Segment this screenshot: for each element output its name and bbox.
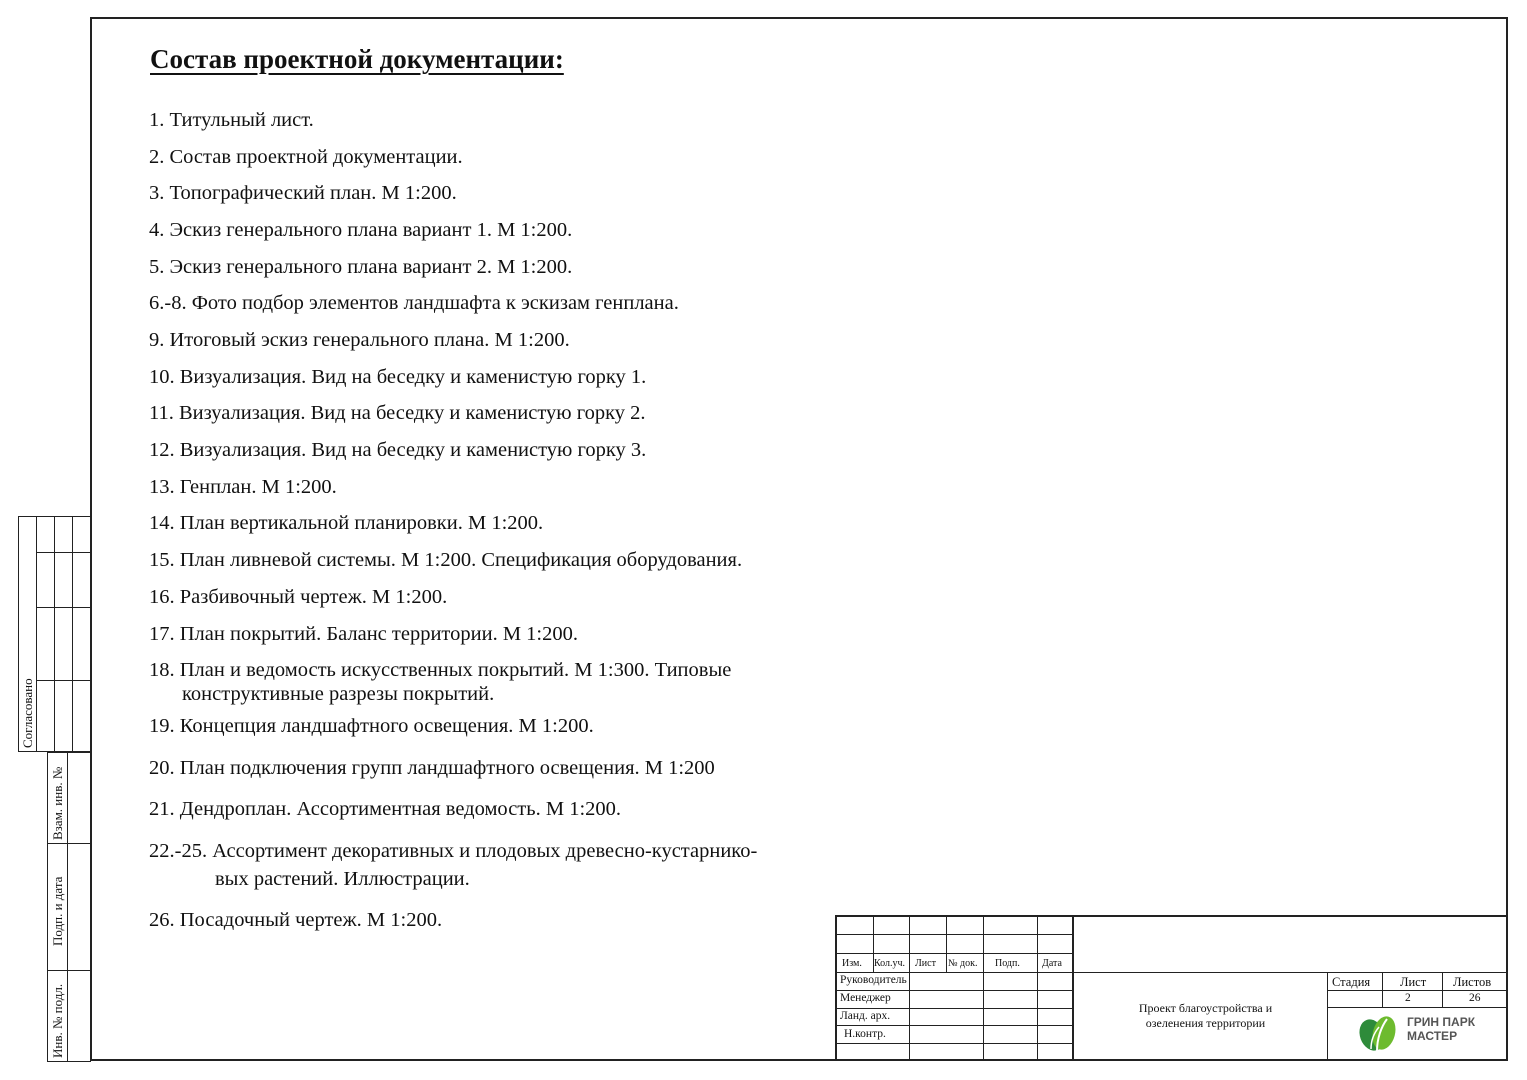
list-item: 6.-8. Фото подбор элементов ландшафта к эскизам генплана.	[149, 292, 679, 314]
list-item: 5. Эскиз генерального плана вариант 2. М 1:200.	[149, 256, 573, 278]
list-item: 19. Концепция ландшафтного освещения. М 1:200.	[149, 715, 594, 737]
list-item: 26. Посадочный чертеж. М 1:200.	[149, 909, 443, 931]
sheet-label: Лист	[1400, 975, 1427, 989]
list-item-continuation: конструктивные разрезы покрытий.	[182, 683, 495, 705]
grid-line	[1327, 972, 1328, 1061]
grid-line	[1382, 972, 1383, 1007]
grid-line	[1037, 917, 1038, 1061]
leaf-logo-icon	[1357, 1011, 1403, 1055]
role-rukovoditel: Руководитель	[840, 974, 907, 986]
list-item: 9. Итоговый эскиз генерального плана. М 1:200.	[149, 329, 570, 351]
list-item-line: 22.-25. Ассортимент декоративных и плодовых древесно-кустарнико-	[149, 840, 758, 862]
grid-line	[837, 1025, 1073, 1026]
stamp-divider	[47, 970, 91, 971]
header-podp: Подп.	[995, 958, 1020, 969]
grid-line	[837, 1043, 1073, 1044]
stamp-divider	[36, 607, 91, 608]
stamp-divider	[36, 680, 91, 681]
role-n-kontr: Н.контр.	[844, 1028, 886, 1040]
page-title: Состав проектной документации:	[150, 44, 564, 74]
stamp-divider	[67, 752, 68, 1062]
grid-line	[837, 953, 1073, 954]
header-n-dok: № док.	[948, 958, 978, 969]
grid-line	[837, 972, 1508, 973]
grid-line	[983, 917, 984, 1061]
stamp-divider	[47, 843, 91, 844]
list-item: 15. План ливневой системы. М 1:200. Спецификация оборудования.	[149, 549, 743, 571]
header-kol-uch: Кол.уч.	[874, 958, 906, 969]
title-block	[835, 915, 1508, 1061]
logo-line-2: МАСТЕР	[1407, 1029, 1458, 1043]
role-land-arch: Ланд. арх.	[840, 1010, 891, 1022]
list-item: 21. Дендроплан. Ассортиментная ведомость. М 1:200.	[149, 798, 622, 820]
list-item-multiline	[149, 658, 731, 706]
sheets-value: 26	[1469, 992, 1481, 1004]
podp-data-label: Подп. и дата	[50, 876, 65, 946]
grid-line	[946, 917, 947, 972]
header-data: Дата	[1042, 958, 1062, 969]
list-item: 13. Генплан. М 1:200.	[149, 476, 337, 498]
list-item: 14. План вертикальной планировки. М 1:200.	[149, 512, 544, 534]
list-item: 1. Титульный лист.	[149, 109, 314, 131]
vzam-inv-label: Взам. инв. №	[50, 766, 65, 840]
sheet-value: 2	[1405, 992, 1411, 1004]
logo-line-1: ГРИН ПАРК	[1407, 1015, 1476, 1029]
inv-podl-label: Инв. № подл.	[50, 983, 65, 1058]
sheets-label: Листов	[1453, 975, 1492, 989]
list-item-continuation: вых растений. Иллюстрации.	[215, 868, 470, 890]
list-item: 11. Визуализация. Вид на беседку и каменистую горку 2.	[149, 402, 646, 424]
list-item: 16. Разбивочный чертеж. М 1:200.	[149, 586, 448, 608]
list-item: 10. Визуализация. Вид на беседку и каменистую горку 1.	[149, 366, 647, 388]
role-menedzher: Менеджер	[840, 992, 891, 1004]
stage-label: Стадия	[1332, 975, 1371, 989]
list-item: 12. Визуализация. Вид на беседку и каменистую горку 3.	[149, 439, 647, 461]
list-item: 17. План покрытий. Баланс территории. М 1:200.	[149, 623, 578, 645]
company-logo	[1357, 1011, 1497, 1055]
stamp-divider	[36, 552, 91, 553]
header-izm: Изм.	[842, 958, 862, 969]
list-item: 3. Топографический план. М 1:200.	[149, 182, 457, 204]
list-item-multiline	[149, 839, 757, 891]
grid-line	[1327, 990, 1508, 991]
grid-line	[837, 934, 1073, 935]
agreed-label: Согласовано	[20, 678, 35, 748]
grid-line	[1072, 917, 1074, 1061]
list-item: 2. Состав проектной документации.	[149, 146, 463, 168]
list-item-line: 18. План и ведомость искусственных покрытий. М 1:300. Типовые	[149, 659, 732, 681]
grid-line	[909, 917, 910, 1061]
grid-line	[1327, 1007, 1508, 1008]
list-item: 4. Эскиз генерального плана вариант 1. М 1:200.	[149, 219, 573, 241]
drawing-frame	[90, 17, 1508, 1061]
project-name: Проект благоустройства и озеленения территории	[1138, 1001, 1273, 1030]
list-item: 20. План подключения групп ландшафтного освещения. М 1:200	[149, 757, 715, 779]
header-list: Лист	[915, 958, 936, 969]
grid-line	[837, 1008, 1073, 1009]
grid-line	[837, 990, 1073, 991]
grid-line	[1442, 972, 1443, 1007]
